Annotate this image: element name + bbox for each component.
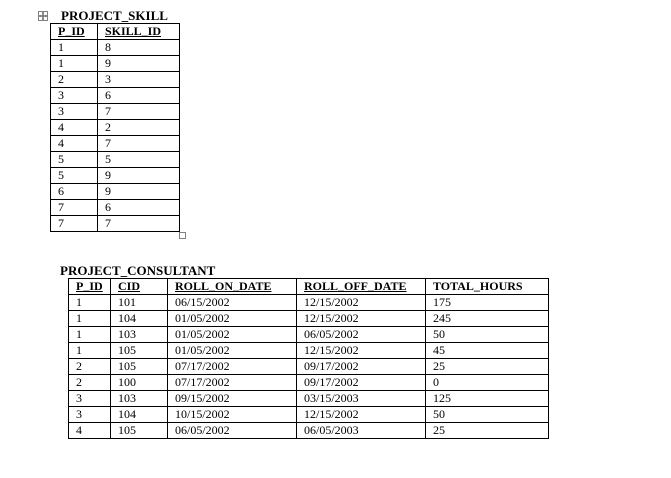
table-resize-handle-icon[interactable] (179, 232, 186, 239)
table-cell: 125 (426, 391, 549, 407)
table-cell: 6 (98, 88, 180, 104)
table-row (69, 327, 549, 343)
table-cell: 6 (98, 200, 180, 216)
table-cell: 01/05/2002 (168, 311, 297, 327)
table-cell: 2 (51, 72, 98, 88)
table-row (51, 40, 180, 56)
table-cell: 105 (111, 423, 168, 439)
table-cell: 104 (111, 311, 168, 327)
table-cell: 09/15/2002 (168, 391, 297, 407)
table-cell: 09/17/2002 (297, 359, 426, 375)
table-header-row (51, 24, 180, 40)
table-cell: 103 (111, 327, 168, 343)
table-cell: 5 (98, 152, 180, 168)
table-cell: 7 (51, 216, 98, 232)
table-move-handle-icon[interactable] (38, 11, 48, 21)
table-cell: 105 (111, 343, 168, 359)
table-cell: 2 (69, 359, 111, 375)
table-cell: 5 (51, 152, 98, 168)
project-consultant-title: PROJECT_CONSULTANT (60, 263, 216, 278)
table-cell: 12/15/2002 (297, 295, 426, 311)
table-cell: 3 (69, 391, 111, 407)
table-header-row (69, 279, 549, 295)
table-cell: 06/05/2002 (168, 423, 297, 439)
table-row (51, 136, 180, 152)
project-skill-table (50, 23, 180, 232)
table-cell: 4 (51, 120, 98, 136)
table-cell: 105 (111, 359, 168, 375)
table-cell: 25 (426, 359, 549, 375)
table-row (51, 168, 180, 184)
table-cell: 1 (69, 327, 111, 343)
table-row (69, 343, 549, 359)
table-cell: 2 (69, 375, 111, 391)
column-header: ROLL_OFF_DATE (297, 279, 426, 295)
table-cell: 7 (51, 200, 98, 216)
table-row (51, 152, 180, 168)
table-cell: 09/17/2002 (297, 375, 426, 391)
table-row (69, 423, 549, 439)
table-cell: 1 (69, 295, 111, 311)
table-cell: 9 (98, 168, 180, 184)
table-cell: 7 (98, 104, 180, 120)
table-cell: 103 (111, 391, 168, 407)
table-cell: 5 (51, 168, 98, 184)
table-cell: 12/15/2002 (297, 343, 426, 359)
table-cell: 245 (426, 311, 549, 327)
table-row (51, 88, 180, 104)
table-row (69, 375, 549, 391)
column-header: SKILL_ID (98, 24, 180, 40)
table-cell: 100 (111, 375, 168, 391)
table-cell: 25 (426, 423, 549, 439)
table-cell: 12/15/2002 (297, 407, 426, 423)
table-cell: 9 (98, 56, 180, 72)
table-cell: 07/17/2002 (168, 375, 297, 391)
table-row (69, 295, 549, 311)
table-cell: 03/15/2003 (297, 391, 426, 407)
table-cell: 3 (51, 104, 98, 120)
table-cell: 1 (69, 311, 111, 327)
table-cell: 1 (69, 343, 111, 359)
table-row (51, 104, 180, 120)
table-cell: 10/15/2002 (168, 407, 297, 423)
table-row (69, 359, 549, 375)
table-row (69, 407, 549, 423)
table-cell: 4 (51, 136, 98, 152)
column-header: TOTAL_HOURS (426, 279, 549, 295)
table-cell: 07/17/2002 (168, 359, 297, 375)
column-header: P_ID (51, 24, 98, 40)
project-consultant-table (68, 278, 549, 439)
table-cell: 06/05/2003 (297, 423, 426, 439)
table-cell: 101 (111, 295, 168, 311)
table-row (51, 56, 180, 72)
table-cell: 1 (51, 56, 98, 72)
table-cell: 7 (98, 136, 180, 152)
table-cell: 50 (426, 327, 549, 343)
table-row (51, 184, 180, 200)
table-cell: 175 (426, 295, 549, 311)
table-row (51, 200, 180, 216)
table-cell: 01/05/2002 (168, 327, 297, 343)
table-cell: 3 (69, 407, 111, 423)
table-row (69, 311, 549, 327)
table-cell: 4 (69, 423, 111, 439)
table-row (51, 120, 180, 136)
table-cell: 7 (98, 216, 180, 232)
table-cell: 9 (98, 184, 180, 200)
table-cell: 8 (98, 40, 180, 56)
table-cell: 01/05/2002 (168, 343, 297, 359)
column-header: P_ID (69, 279, 111, 295)
table-row (51, 72, 180, 88)
table-cell: 2 (98, 120, 180, 136)
table-cell: 12/15/2002 (297, 311, 426, 327)
table-cell: 06/05/2002 (297, 327, 426, 343)
table-row (51, 216, 180, 232)
table-cell: 3 (98, 72, 180, 88)
table-cell: 45 (426, 343, 549, 359)
project-skill-title: PROJECT_SKILL (61, 8, 168, 23)
table-cell: 104 (111, 407, 168, 423)
table-cell: 3 (51, 88, 98, 104)
column-header: CID (111, 279, 168, 295)
table-row (69, 391, 549, 407)
table-cell: 06/15/2002 (168, 295, 297, 311)
column-header: ROLL_ON_DATE (168, 279, 297, 295)
table-cell: 0 (426, 375, 549, 391)
table-cell: 50 (426, 407, 549, 423)
table-cell: 1 (51, 40, 98, 56)
table-cell: 6 (51, 184, 98, 200)
